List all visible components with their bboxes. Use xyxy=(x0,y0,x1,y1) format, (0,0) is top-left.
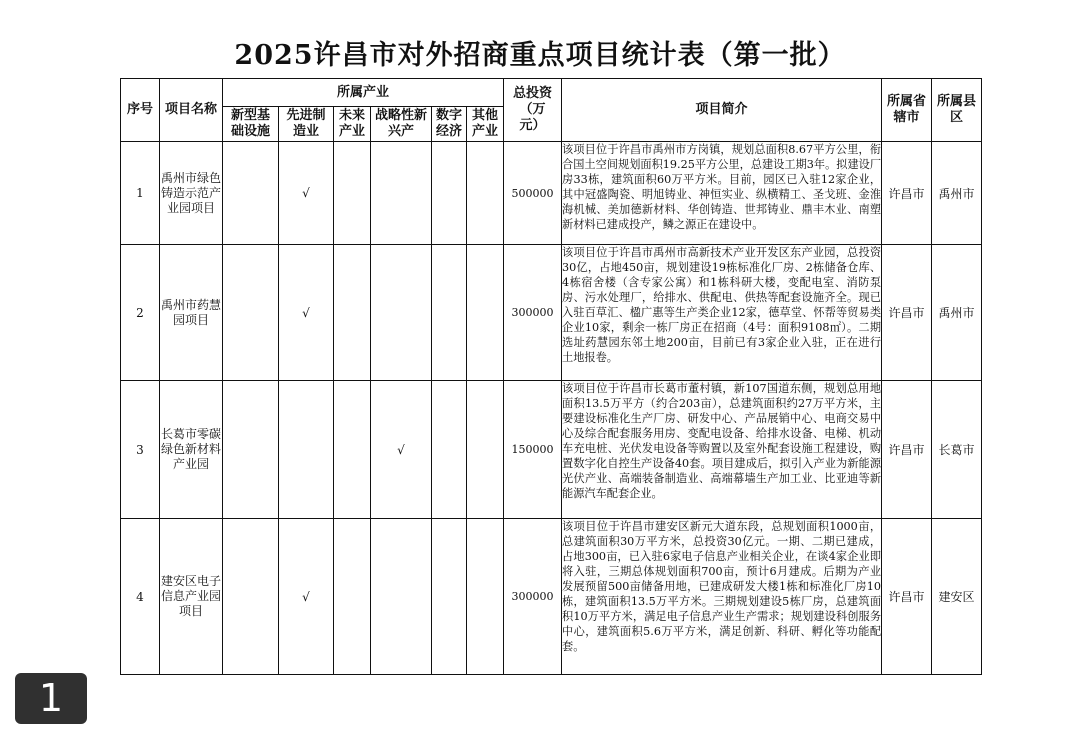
industry-mark xyxy=(334,142,371,245)
row-county: 建安区 xyxy=(932,519,982,675)
header-industry-type: 未来产业 xyxy=(334,107,371,142)
industry-mark xyxy=(223,245,279,381)
intro-text: 该项目位于许昌市长葛市董村镇，新107国道东侧，规划总用地面积13.5万平方（约合203亩），总建筑面积约27万平方米，主要建设标准化生产厂房、研发中心、产品展销中心、电商交易中心及综合配套服务用房、变配电设备、给排水设备、电梯、机动车充电桩、光伏发电设备等购置以及室外配套设施工程建设，购置数字化自控生产设备40套。项目建成后，拟引入产业为新能源光伏产业、高端装备制造业、高端幕墙生产加工业、比亚迪等新能源汽车配套企业。 xyxy=(562,382,882,500)
industry-mark xyxy=(223,381,279,519)
table-row xyxy=(121,381,982,519)
row-county: 禹州市 xyxy=(932,142,982,245)
row-investment: 300000 xyxy=(504,245,562,381)
row-county: 长葛市 xyxy=(932,381,982,519)
row-seq: 4 xyxy=(121,519,160,675)
industry-mark xyxy=(371,142,432,245)
industry-mark xyxy=(467,245,504,381)
table-row xyxy=(121,245,982,381)
header-investment: 总投资（万元） xyxy=(504,79,562,142)
row-county: 禹州市 xyxy=(932,245,982,381)
row-city: 许昌市 xyxy=(882,519,932,675)
intro-text: 该项目位于许昌市建安区新元大道东段，总规划面积1000亩，总建筑面积30万平方米，总投资30亿元。一期、二期已建成，占地300亩，已入驻6家电子信息产业相关企业，在谈4家企业即将入驻，三期总体规划面积700亩，预计6月建成。后期为产业发展预留500亩储备用地，已建成研发大楼1栋和标准化厂房10栋，建筑面积13.5万平方米。三期规划建设5栋厂房，总建筑面积10万平方米，满足电子信息产业生产需求；规划建设科创服务中心，建筑面积5.6万平方米，满足创新、科研、孵化等功能配套。 xyxy=(562,520,882,653)
row-city: 许昌市 xyxy=(882,245,932,381)
header-name: 项目名称 xyxy=(160,79,223,142)
header-intro: 项目简介 xyxy=(562,79,882,142)
industry-mark xyxy=(223,519,279,675)
table-row xyxy=(121,519,982,675)
industry-mark: √ xyxy=(371,381,432,519)
row-intro xyxy=(562,142,882,245)
project-table xyxy=(120,78,982,675)
row-intro xyxy=(562,381,882,519)
row-investment: 500000 xyxy=(504,142,562,245)
header-industry-type: 先进制造业 xyxy=(279,107,334,142)
header-industry-type: 其他产业 xyxy=(467,107,504,142)
intro-text: 该项目位于许昌市禹州市方岗镇，规划总面积8.67平方公里，衔合国土空间规划面积19.25平方公里，总建设工期3年。拟建设厂房33栋，建筑面积60万平方米。目前，园区已入驻12家企业，其中冠盛陶瓷、明旭铸业、神恒实业、纵横精工、圣戈班、金淮海机械、美加德新材料、华创铸造、世邦铸业、鼎丰木业、南塑新材料已建成投产，鳞之源正在建设中。 xyxy=(562,143,882,231)
industry-mark: √ xyxy=(279,519,334,675)
industry-mark xyxy=(279,381,334,519)
industry-mark xyxy=(432,381,467,519)
row-investment: 300000 xyxy=(504,519,562,675)
industry-mark xyxy=(467,381,504,519)
row-seq: 2 xyxy=(121,245,160,381)
industry-mark xyxy=(432,519,467,675)
table-title: 2025许昌市对外招商重点项目统计表（第一批） xyxy=(234,40,846,71)
industry-mark xyxy=(334,519,371,675)
industry-mark: √ xyxy=(279,245,334,381)
header-industry-type: 数字经济 xyxy=(432,107,467,142)
row-project-name: 建安区电子信息产业园项目 xyxy=(160,519,223,675)
header-city: 所属省辖市 xyxy=(882,79,932,142)
row-investment: 150000 xyxy=(504,381,562,519)
table-row xyxy=(121,142,982,245)
row-city: 许昌市 xyxy=(882,142,932,245)
header-industry-type: 新型基础设施 xyxy=(223,107,279,142)
row-city: 许昌市 xyxy=(882,381,932,519)
industry-mark xyxy=(467,519,504,675)
row-project-name: 禹州市绿色铸造示范产业园项目 xyxy=(160,142,223,245)
industry-mark xyxy=(371,245,432,381)
row-project-name: 禹州市药慧园项目 xyxy=(160,245,223,381)
industry-mark xyxy=(432,245,467,381)
row-seq: 3 xyxy=(121,381,160,519)
header-industry: 所属产业 xyxy=(223,79,504,107)
industry-mark xyxy=(334,245,371,381)
header-industry-type: 战略性新兴产 xyxy=(371,107,432,142)
row-intro xyxy=(562,519,882,675)
industry-mark: √ xyxy=(279,142,334,245)
row-intro xyxy=(562,245,882,381)
header-county: 所属县区 xyxy=(932,79,982,142)
intro-text: 该项目位于许昌市禹州市高新技术产业开发区东产业园，总投资30亿，占地450亩，规划建设19栋标准化厂房、2栋储备仓库、4栋宿舍楼（含专家公寓）和1栋科研大楼，变配电室、消防泵房、污水处理厂，给排水、供配电、供热等配套设施齐全。现已入驻百草汇、楹广惠等生产类企业12家，德草堂、怀帮等贸易类企业10家，剩余一栋厂房正在招商（4号：面积9108㎡）。二期选址药慧园东邻土地200亩，目前已有3家企业入驻，正在进行土地报卷。 xyxy=(562,246,882,364)
page-number-badge: 1 xyxy=(15,673,87,724)
row-project-name: 长葛市零碳绿色新材料产业园 xyxy=(160,381,223,519)
row-seq: 1 xyxy=(121,142,160,245)
header-seq: 序号 xyxy=(121,79,160,142)
industry-mark xyxy=(334,381,371,519)
industry-mark xyxy=(432,142,467,245)
industry-mark xyxy=(371,519,432,675)
industry-mark xyxy=(223,142,279,245)
industry-mark xyxy=(467,142,504,245)
